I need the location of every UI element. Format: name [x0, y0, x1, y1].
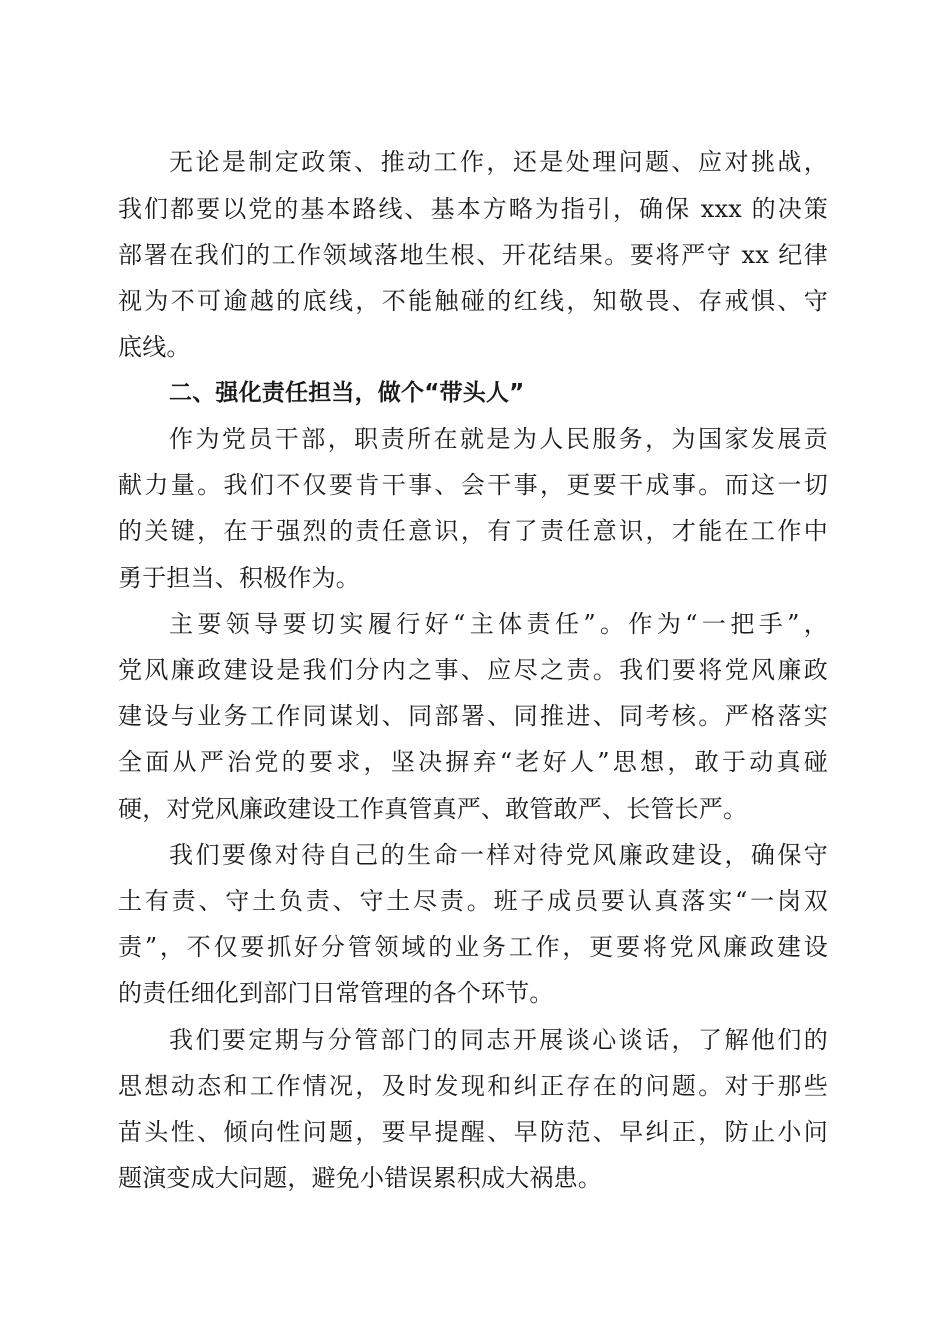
- paragraph-5-line-1: 我们要定期与分管部门的同志开展谈心谈话，了解他们的: [169, 1026, 828, 1054]
- paragraph-2-line-3: 的关键，在于强烈的责任意识，有了责任意识，才能在工作中: [118, 517, 828, 545]
- paragraph-5-line-4: 题演变成大问题，避免小错误累积成大祸患。: [118, 1164, 602, 1192]
- paragraph-4-line-4: 的责任细化到部门日常管理的各个环节。: [118, 979, 554, 1007]
- paragraph-1-line-1: 无论是制定政策、推动工作，还是处理问题、应对挑战，: [169, 148, 828, 176]
- paragraph-1-line-4: 视为不可逾越的底线，不能触碰的红线，知敬畏、存戒惧、守: [118, 287, 828, 315]
- paragraph-5-line-3: 苗头性、倾向性问题，要早提醒、早防范、早纠正，防止小问: [118, 1118, 828, 1146]
- paragraph-3-line-3: 建设与业务工作同谋划、同部署、同推进、同考核。严格落实: [118, 702, 828, 730]
- section-heading: 二、强化责任担当，做个“带头人”: [169, 380, 525, 406]
- paragraph-2-line-4: 勇于担当、积极作为。: [118, 564, 360, 592]
- paragraph-5-line-2: 思想动态和工作情况，及时发现和纠正存在的问题。对于那些: [118, 1072, 828, 1100]
- paragraph-1-line-2: 我们都要以党的基本路线、基本方略为指引，确保 xxx 的决策: [118, 195, 828, 223]
- paragraph-3-line-4: 全面从严治党的要求，坚决摒弃“老好人”思想，敢于动真碰: [118, 748, 828, 776]
- paragraph-4-line-1: 我们要像对待自己的生命一样对待党风廉政建设，确保守: [169, 841, 828, 869]
- paragraph-4-line-2: 土有责、守土负责、守土尽责。班子成员要认真落实“一岗双: [118, 887, 828, 915]
- paragraph-4-line-3: 责”，不仅要抓好分管领域的业务工作，更要将党风廉政建设: [118, 933, 828, 961]
- paragraph-3-line-1: 主要领导要切实履行好“主体责任”。作为“一把手”，: [169, 610, 828, 638]
- paragraph-1-line-3: 部署在我们的工作领域落地生根、开花结果。要将严守 xx 纪律: [118, 241, 828, 269]
- paragraph-3-line-2: 党风廉政建设是我们分内之事、应尽之责。我们要将党风廉政: [118, 656, 828, 684]
- paragraph-2-line-2: 献力量。我们不仅要肯干事、会干事，更要干成事。而这一切: [118, 471, 828, 499]
- paragraph-2-line-1: 作为党员干部，职责所在就是为人民服务，为国家发展贡: [169, 425, 828, 453]
- paragraph-1-line-5: 底线。: [118, 333, 191, 361]
- paragraph-3-line-5: 硬，对党风廉政建设工作真管真严、敢管敢严、长管长严。: [118, 795, 748, 823]
